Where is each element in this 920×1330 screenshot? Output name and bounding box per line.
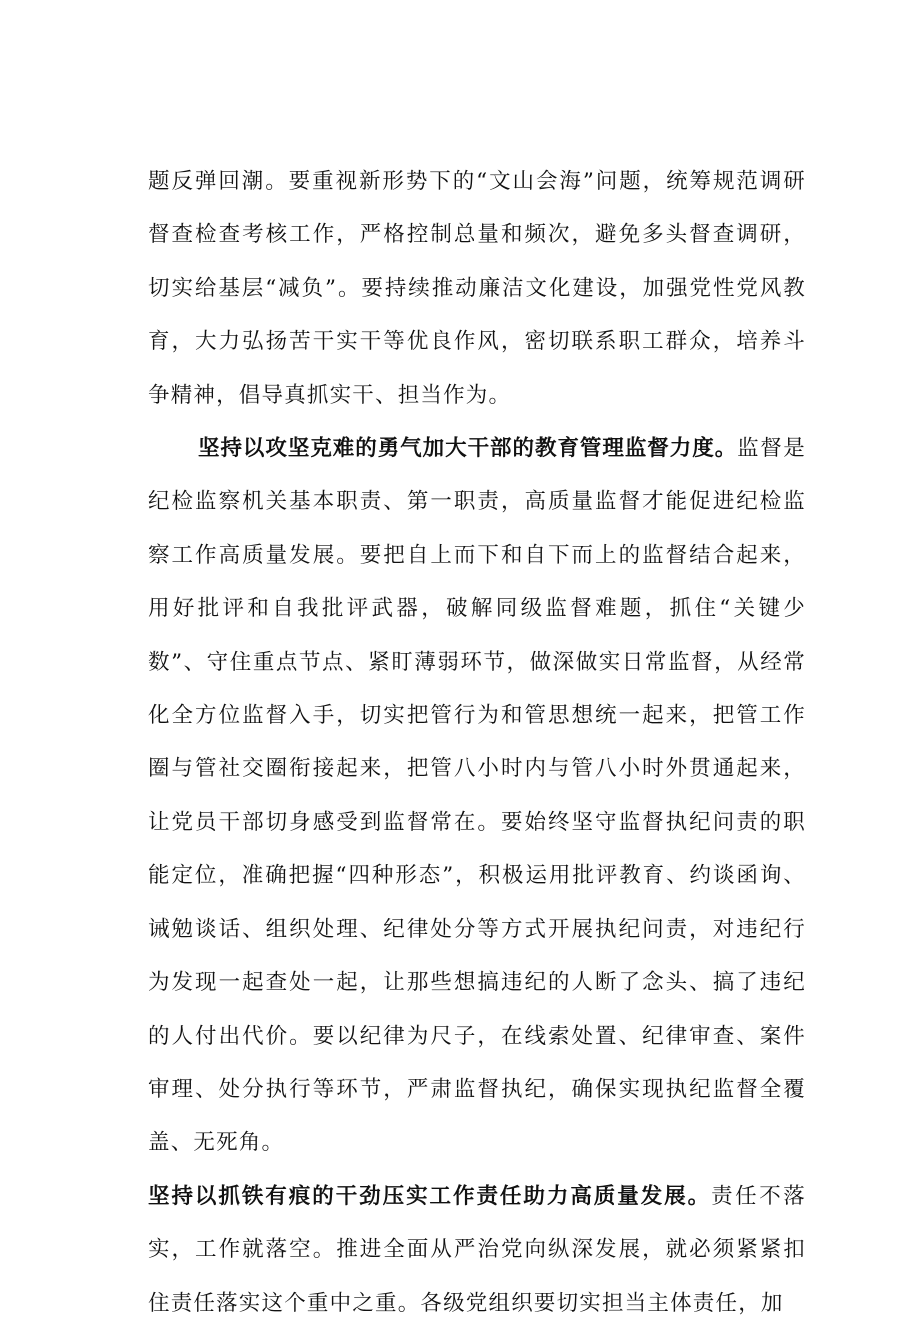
paragraph-body: 题反弹回潮。要重视新形势下的“文山会海”问题，统筹规范调研督查检查考核工作，严格控制总量和频次，避免多头督查调研，切实给基层“减负”。要持续推动廉洁文化建设，加强党性党风教育，大力弘扬苦干实干等优良作风，密切联系职工群众，培养斗争精神，倡导真抓实干、担当作为。	[148, 169, 806, 408]
paragraph-lead-heading: 坚持以抓铁有痕的干劲压实工作责任助力高质量发展。	[148, 1183, 712, 1209]
paragraph-supervision	[148, 422, 806, 1170]
paragraph-responsibility	[148, 1170, 806, 1330]
document-body	[148, 155, 806, 1330]
paragraph-body: 责任不落实，工作就落空。推进全面从严治党向纵深发展，就必须紧紧扣住责任落实这个重中之重。各级党组织要切实担当主体责任，加	[148, 1183, 806, 1316]
paragraph-lead-heading: 坚持以攻坚克难的勇气加大干部的教育管理监督力度。	[198, 436, 738, 462]
paragraph-body: 监督是纪检监察机关基本职责、第一职责，高质量监督才能促进纪检监察工作高质量发展。要把自上而下和自下而上的监督结合起来，用好批评和自我批评武器，破解同级监督难题，抓住“关键少数”、守住重点节点、紧盯薄弱环节，做深做实日常监督，从经常化全方位监督入手，切实把管行为和管思想统一起来，把管工作圈与管社交圈衔接起来，把管八小时内与管八小时外贯通起来，让党员干部切身感受到监督常在。要始终坚守监督执纪问责的职能定位，准确把握“四种形态”，积极运用批评教育、约谈函询、诫勉谈话、组织处理、纪律处分等方式开展执纪问责，对违纪行为发现一起查处一起，让那些想搞违纪的人断了念头、搞了违纪的人付出代价。要以纪律为尺子，在线索处置、纪律审查、案件审理、处分执行等环节，严肃监督执纪，确保实现执纪监督全覆盖、无死角。	[148, 436, 807, 1156]
paragraph-continuation	[148, 155, 806, 422]
